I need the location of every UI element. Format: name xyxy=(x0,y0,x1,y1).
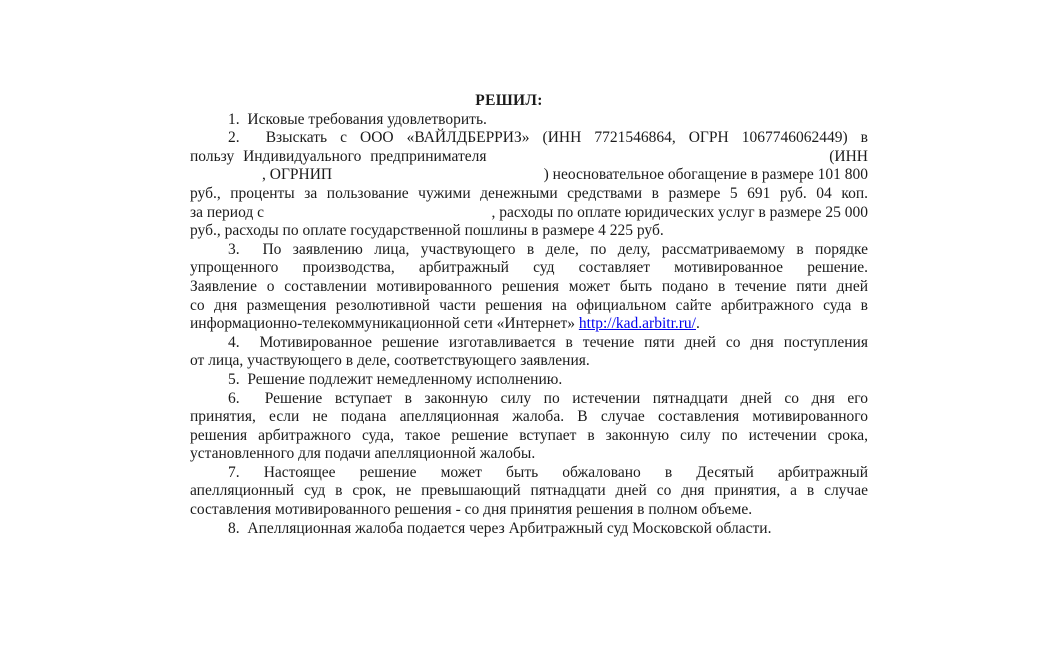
document-line xyxy=(190,501,868,520)
document-line xyxy=(190,259,868,278)
document-text: апелляционный суд в срок, не превышающий пятнадцати дней со дня принятия, а в случае xyxy=(190,482,868,500)
document-line xyxy=(190,166,868,185)
document-text: руб., расходы по оплате государственной пошлины в размере 4 225 руб. xyxy=(190,222,664,240)
document-line xyxy=(190,482,868,501)
document-line xyxy=(190,427,868,446)
document-line xyxy=(190,278,868,297)
document-text: пользу Индивидуального предпринимателя xyxy=(190,147,487,165)
document-text: 4. Мотивированное решение изготавливается в течение пяти дней со дня поступления xyxy=(228,333,868,351)
document-line xyxy=(190,390,868,409)
document-text: решения арбитражного суда, такое решение вступает в законную силу по истечении срока, xyxy=(190,426,868,444)
document-line xyxy=(190,222,868,241)
document-line xyxy=(190,204,868,223)
document-text: за период с xyxy=(190,203,265,221)
document-text: , расходы по оплате юридических услуг в размере 25 000 xyxy=(491,203,868,221)
document-text: 8. Апелляционная жалоба подается через Арбитражный суд Московской области. xyxy=(228,519,772,537)
document-text: 6. Решение вступает в законную силу по истечении пятнадцати дней со дня его xyxy=(228,389,868,407)
document-line xyxy=(190,371,868,390)
document-text: принятия, если не подана апелляционная жалоба. В случае составления мотивированного xyxy=(190,408,868,426)
document-text: , ОГРНИП xyxy=(262,166,333,184)
document-line xyxy=(190,464,868,483)
document-text: от лица, участвующего в деле, соответствующего заявления. xyxy=(190,352,590,370)
document-text: Заявление о составлении мотивированного решения может быть подано в течение пяти дней xyxy=(190,277,868,295)
document-text: руб., проценты за пользование чужими денежными средствами в размере 5 691 руб. 04 коп. xyxy=(190,184,868,202)
document-line xyxy=(190,445,868,464)
document-line xyxy=(190,408,868,427)
document-text: 1. Исковые требования удовлетворить. xyxy=(228,110,487,128)
document-text: (ИНН xyxy=(829,147,868,165)
document-text: составления мотивированного решения - со дня принятия решения в полном объеме. xyxy=(190,501,753,519)
document-line xyxy=(190,297,868,316)
court-decision-document xyxy=(190,92,868,538)
document-line xyxy=(190,334,868,353)
document-line xyxy=(190,241,868,260)
document-text: 5. Решение подлежит немедленному исполнению. xyxy=(228,370,563,388)
document-body xyxy=(190,111,868,539)
document-line xyxy=(190,352,868,371)
document-line xyxy=(190,315,868,334)
kad-arbitr-link[interactable]: http://kad.arbitr.ru/ xyxy=(578,315,696,333)
document-text: установленного для подачи апелляционной жалобы. xyxy=(190,445,536,463)
document-line xyxy=(190,520,868,539)
document-text: . xyxy=(695,315,700,333)
document-line xyxy=(190,129,868,148)
document-text: 7. Настоящее решение может быть обжаловано в Десятый арбитражный xyxy=(228,463,868,481)
document-text: со дня размещения резолютивной части решения на официальном сайте арбитражного суда в xyxy=(190,296,868,314)
document-line xyxy=(190,111,868,130)
document-text: 2. Взыскать с ООО «ВАЙЛДБЕРРИЗ» (ИНН 7721546864, ОГРН 1067746062449) в xyxy=(228,129,868,147)
document-title: РЕШИЛ: xyxy=(475,92,543,109)
document-text: информационно-телекоммуникационной сети «Интернет» xyxy=(190,315,579,333)
document-text: 3. По заявлению лица, участвующего в деле, по делу, рассматриваемому в порядке xyxy=(228,240,868,258)
document-text: ) неосновательное обогащение в размере 101 800 xyxy=(543,166,868,184)
document-line xyxy=(190,185,868,204)
document-text: упрощенного производства, арбитражный суд составляет мотивированное решение. xyxy=(190,259,868,277)
document-line xyxy=(190,148,868,167)
